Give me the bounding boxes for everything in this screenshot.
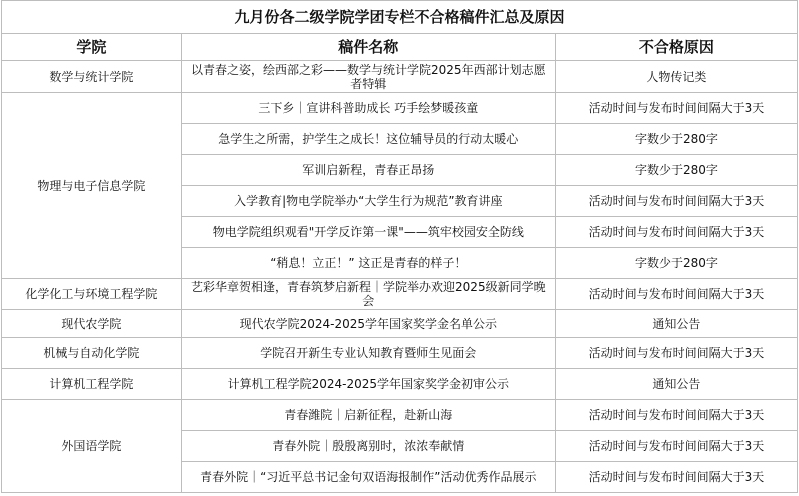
reason-cell: 活动时间与发布时间间隔大于3天 <box>555 93 797 124</box>
college-cell: 数学与统计学院 <box>2 61 182 93</box>
reason-cell: 活动时间与发布时间间隔大于3天 <box>555 338 797 369</box>
article-cell: 计算机工程学院2024-2025学年国家奖学金初审公示 <box>181 369 555 400</box>
article-cell: 三下乡｜宣讲科普助成长 巧手绘梦暖孩童 <box>181 93 555 124</box>
article-cell: 艺彩华章贺相逢，青春筑梦启新程｜学院举办欢迎2025级新同学晚会 <box>181 279 555 310</box>
article-cell: 以青春之姿，绘西部之彩——数学与统计学院2025年西部计划志愿者特辑 <box>181 61 555 93</box>
college-cell: 计算机工程学院 <box>2 369 182 400</box>
reason-cell: 活动时间与发布时间间隔大于3天 <box>555 431 797 462</box>
table-row <box>2 279 798 310</box>
reason-cell: 字数少于280字 <box>555 248 797 279</box>
article-cell: 青春外院｜殷殷离别时，浓浓奉献情 <box>181 431 555 462</box>
table-title: 九月份各二级学院学团专栏不合格稿件汇总及原因 <box>2 1 798 34</box>
table-row <box>2 369 798 400</box>
reason-cell: 字数少于280字 <box>555 155 797 186</box>
article-cell: “稍息！立正！” 这正是青春的样子！ <box>181 248 555 279</box>
college-cell: 化学化工与环境工程学院 <box>2 279 182 310</box>
college-cell: 现代农学院 <box>2 310 182 338</box>
title-row <box>2 1 798 34</box>
college-cell: 外国语学院 <box>2 400 182 493</box>
reason-cell: 活动时间与发布时间间隔大于3天 <box>555 186 797 217</box>
reason-cell: 通知公告 <box>555 369 797 400</box>
reason-cell: 活动时间与发布时间间隔大于3天 <box>555 462 797 493</box>
article-cell: 入学教育|物电学院举办“大学生行为规范”教育讲座 <box>181 186 555 217</box>
table-row <box>2 338 798 369</box>
table-row <box>2 61 798 93</box>
article-cell: 现代农学院2024-2025学年国家奖学金名单公示 <box>181 310 555 338</box>
table-row <box>2 93 798 124</box>
reason-cell: 活动时间与发布时间间隔大于3天 <box>555 279 797 310</box>
college-cell: 物理与电子信息学院 <box>2 93 182 279</box>
reason-cell: 活动时间与发布时间间隔大于3天 <box>555 400 797 431</box>
article-cell: 青春外院｜“习近平总书记金句双语海报制作”活动优秀作品展示 <box>181 462 555 493</box>
reason-cell: 活动时间与发布时间间隔大于3天 <box>555 217 797 248</box>
table-row <box>2 310 798 338</box>
reason-cell: 通知公告 <box>555 310 797 338</box>
article-cell: 急学生之所需，护学生之成长！这位辅导员的行动太暖心 <box>181 124 555 155</box>
summary-table <box>1 0 798 493</box>
article-cell: 军训启新程，青春正昂扬 <box>181 155 555 186</box>
header-row <box>2 34 798 61</box>
article-cell: 物电学院组织观看"开学反诈第一课"——筑牢校园安全防线 <box>181 217 555 248</box>
header-college: 学院 <box>2 34 182 61</box>
college-cell: 机械与自动化学院 <box>2 338 182 369</box>
reason-cell: 字数少于280字 <box>555 124 797 155</box>
article-cell: 青春潍院｜启新征程，赴新山海 <box>181 400 555 431</box>
table-row <box>2 400 798 431</box>
reason-cell: 人物传记类 <box>555 61 797 93</box>
header-reason: 不合格原因 <box>555 34 797 61</box>
header-article: 稿件名称 <box>181 34 555 61</box>
article-cell: 学院召开新生专业认知教育暨师生见面会 <box>181 338 555 369</box>
